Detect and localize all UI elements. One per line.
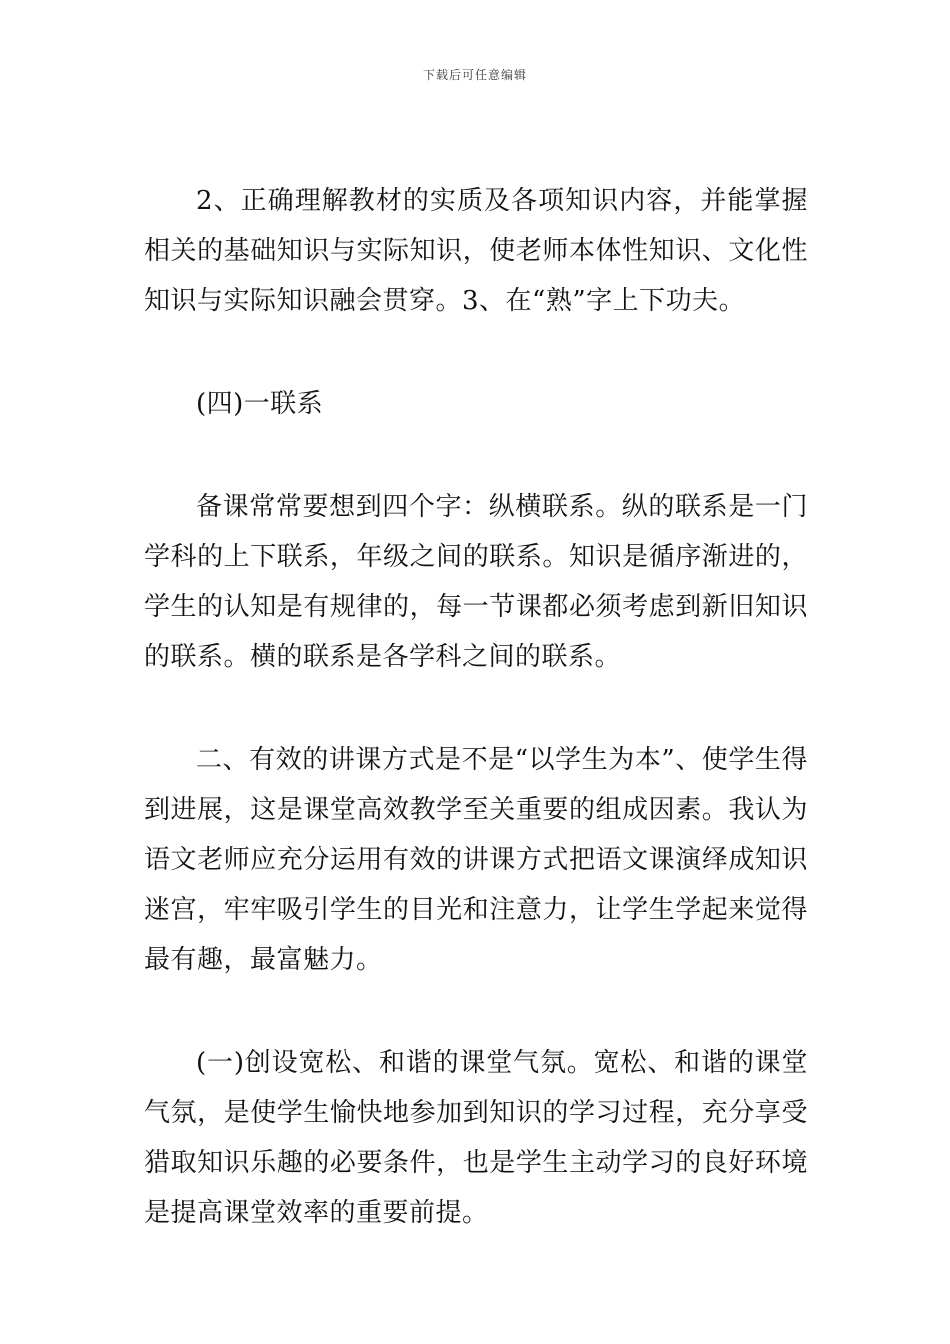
paragraph-connections: 备课常常要想到四个字：纵横联系。纵的联系是一门学科的上下联系，年级之间的联系。知识是循序渐进的，学生的认知是有规律的，每一节课都必须考虑到新旧知识的联系。横的联系是各学科之间的联系。 <box>144 492 808 672</box>
paragraph-spacer <box>144 682 808 735</box>
paragraph-spacer <box>144 326 808 379</box>
paragraph-spacer <box>144 985 808 1038</box>
paragraph-classroom-atmosphere: (一)创设宽松、和谐的课堂气氛。宽松、和谐的课堂气氛，是使学生愉快地参加到知识的学习过程，充分享受猎取知识乐趣的必要条件，也是学生主动学习的良好环境是提高课堂效率的重要前提。 <box>144 1048 808 1228</box>
document-body <box>144 176 808 1238</box>
paragraph-spacer <box>144 429 808 482</box>
section-heading-connection: (四)一联系 <box>196 389 324 419</box>
header-note: 下载后可任意编辑 <box>422 68 527 82</box>
paragraph-teaching-methods: 二、有效的讲课方式是不是“以学生为本”、使学生得到进展，这是课堂高效教学至关重要的组成因素。我认为语文老师应充分运用有效的讲课方式把语文课演绎成知识迷宫，牢牢吸引学生的目光和注意力，让学生学起来觉得最有趣，最富魅力。 <box>144 745 808 975</box>
paragraph-teaching-material: 2、正确理解教材的实质及各项知识内容，并能掌握相关的基础知识与实际知识，使老师本体性知识、文化性知识与实际知识融会贯穿。3、在“熟”字上下功夫。 <box>144 186 808 316</box>
